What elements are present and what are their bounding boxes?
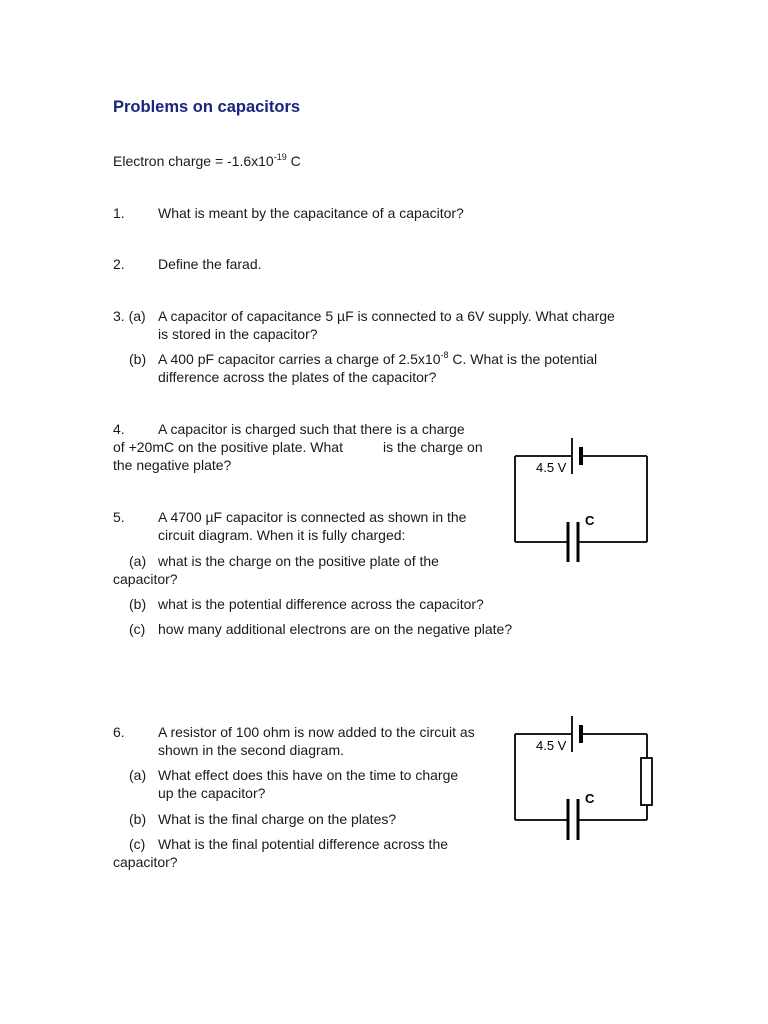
question-5-line-1: A 4700 µF capacitor is connected as shown in the bbox=[158, 509, 467, 525]
question-5c-text: how many additional electrons are on the negative plate? bbox=[158, 621, 513, 637]
question-4-line-1: A capacitor is charged such that there is a charge bbox=[158, 421, 465, 437]
page-title: Problems on capacitors bbox=[113, 98, 301, 116]
circuit-2-capacitor-label: C bbox=[585, 791, 595, 806]
question-2-text: Define the farad. bbox=[158, 256, 262, 272]
question-1-text: What is meant by the capacitance of a capacitor? bbox=[158, 205, 464, 221]
question-6c-line-1: What is the final potential difference across the bbox=[158, 836, 449, 852]
question-4-number: 4. bbox=[113, 421, 125, 437]
question-3b-line-2: difference across the plates of the capacitor? bbox=[158, 369, 437, 385]
electron-charge-exponent: -19 bbox=[273, 152, 287, 162]
question-5a-label: (a) bbox=[129, 553, 147, 569]
question-5-number: 5. bbox=[113, 509, 125, 525]
question-6b-text: What is the final charge on the plates? bbox=[158, 811, 397, 827]
question-6-line-1: A resistor of 100 ohm is now added to the circuit as bbox=[158, 724, 475, 740]
question-2-number: 2. bbox=[113, 256, 125, 272]
question-6a-line-2: up the capacitor? bbox=[158, 785, 266, 801]
question-4-line-3: the negative plate? bbox=[113, 457, 232, 473]
capacitor-symbol-2 bbox=[568, 799, 578, 840]
question-5c-label: (c) bbox=[129, 621, 146, 637]
question-3b-line-1-prefix: A 400 pF capacitor carries a charge of 2.5x10 bbox=[158, 351, 441, 367]
question-5-line-2: circuit diagram. When it is fully charged: bbox=[158, 527, 406, 543]
question-6b-label: (b) bbox=[129, 811, 147, 827]
question-1-number: 1. bbox=[113, 205, 125, 221]
question-3a-line-1: A capacitor of capacitance 5 µF is connected to a 6V supply. What charge bbox=[158, 308, 615, 324]
question-3b-line-1-suffix: C. What is the potential bbox=[448, 351, 598, 367]
electron-charge-suffix: C bbox=[286, 153, 301, 169]
battery-symbol-2 bbox=[572, 716, 581, 752]
resistor-symbol bbox=[641, 758, 652, 805]
circuit-1-voltage-label: 4.5 V bbox=[536, 460, 567, 475]
question-6a-line-1: What effect does this have on the time to charge bbox=[158, 767, 459, 783]
circuit-1-capacitor-label: C bbox=[585, 513, 595, 528]
question-3b-exponent: -8 bbox=[440, 350, 449, 360]
question-6a-label: (a) bbox=[129, 767, 147, 783]
question-6c-line-2: capacitor? bbox=[113, 854, 178, 870]
question-5b-text: what is the potential difference across the capacitor? bbox=[158, 596, 484, 612]
question-5a-line-1: what is the charge on the positive plate of the bbox=[158, 553, 439, 569]
question-5a-line-2: capacitor? bbox=[113, 571, 178, 587]
circuit-2-voltage-label: 4.5 V bbox=[536, 738, 567, 753]
question-3-number: 3. (a) bbox=[113, 308, 146, 324]
question-6-line-2: shown in the second diagram. bbox=[158, 742, 344, 758]
question-3a-line-2: is stored in the capacitor? bbox=[158, 326, 318, 342]
question-3b-label: (b) bbox=[129, 351, 147, 367]
question-5b-label: (b) bbox=[129, 596, 147, 612]
question-4-line-2b: is the charge on bbox=[383, 439, 483, 455]
question-6c-label: (c) bbox=[129, 836, 146, 852]
question-6-number: 6. bbox=[113, 724, 125, 740]
electron-charge-prefix: Electron charge = -1.6x10 bbox=[113, 153, 274, 169]
question-4-line-2a: of +20mC on the positive plate. What bbox=[113, 439, 343, 455]
